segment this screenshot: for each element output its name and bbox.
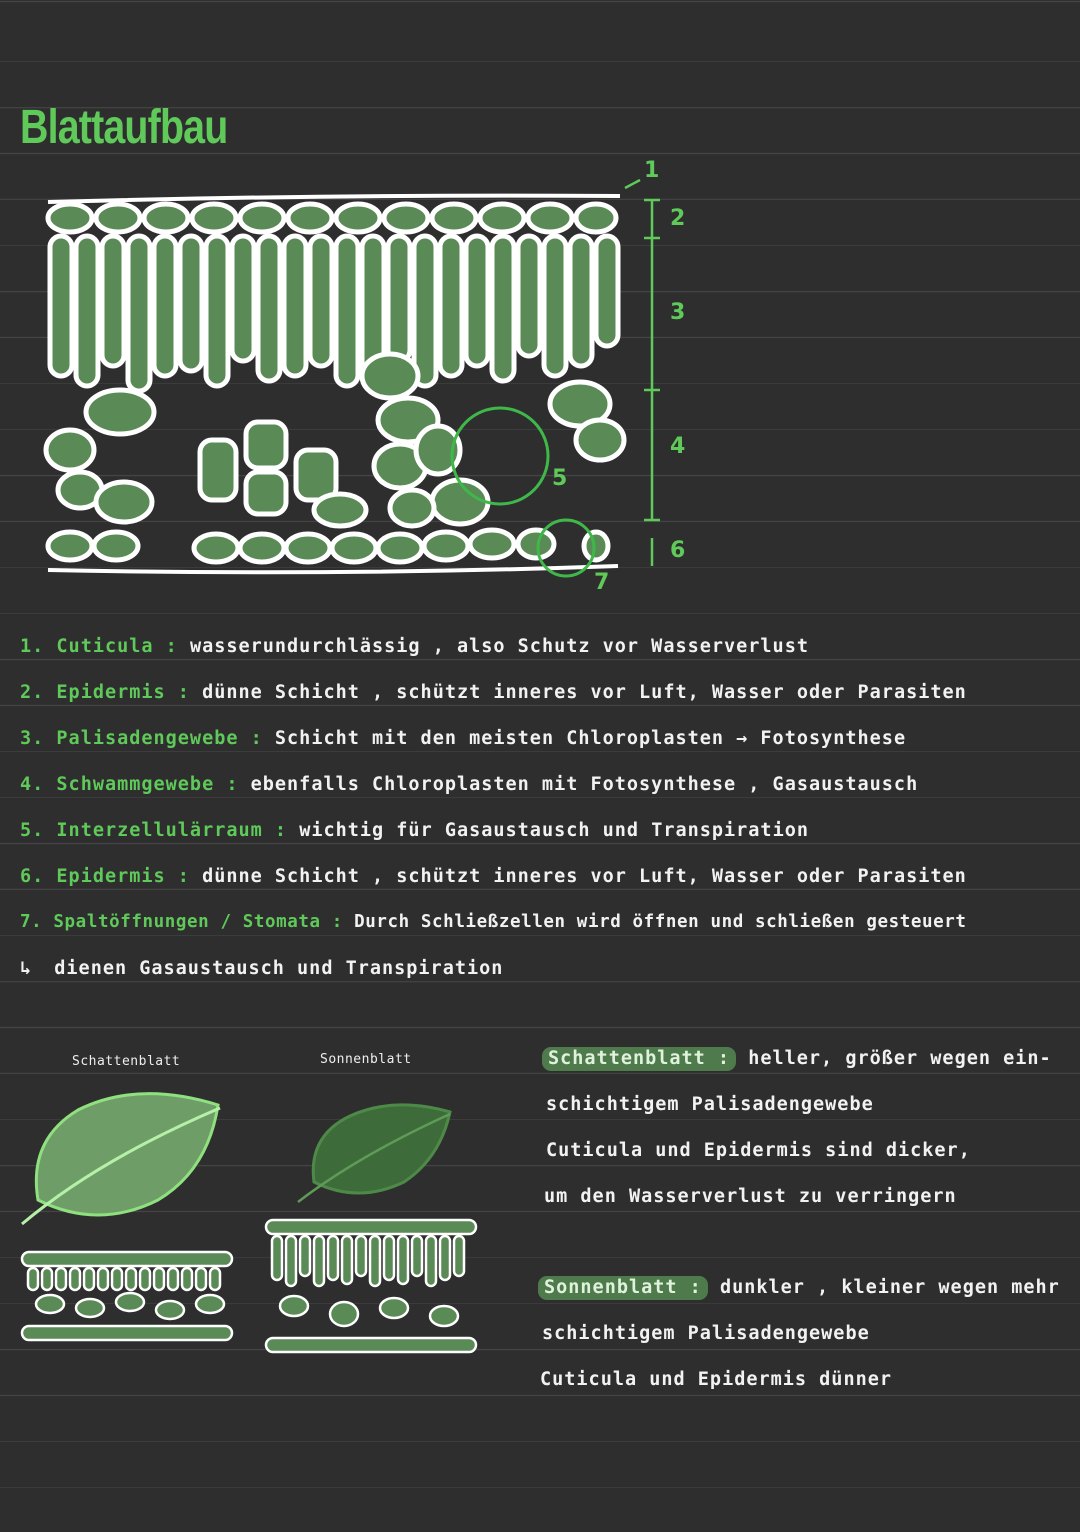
return-arrow-icon: ↳	[20, 958, 33, 979]
diagram-label-5: 5	[552, 466, 568, 491]
definition-term: 4. Schwammgewebe :	[20, 774, 239, 795]
definition-continuation	[20, 958, 503, 979]
shade-note-line-4: um den Wasserverlust zu verringern	[544, 1186, 957, 1207]
sun-note-line-3: Cuticula und Epidermis dünner	[540, 1369, 893, 1390]
definition-term: 7. Spaltöffnungen / Stomata :	[20, 912, 343, 932]
shade-note-text: heller, größer wegen ein-	[748, 1048, 1052, 1069]
definition-stomata	[20, 912, 967, 932]
leaf-cross-section-drawing	[40, 150, 700, 610]
diagram-label-7: 7	[594, 570, 610, 595]
shade-note-line-1	[542, 1048, 1052, 1069]
sun-note-text: dunkler , kleiner wegen mehr	[719, 1277, 1060, 1298]
definition-text: dünne Schicht , schützt inneres vor Luft, Wasser oder Parasiten	[202, 682, 967, 703]
shade-leaf-icon	[18, 1080, 238, 1230]
shade-note-line-2: schichtigem Palisadengewebe	[546, 1094, 874, 1115]
definition-cuticula	[20, 636, 809, 657]
definition-epidermis-upper	[20, 682, 967, 703]
diagram-label-6: 6	[670, 538, 686, 563]
definition-term: 6. Epidermis :	[20, 866, 190, 887]
definition-text: ebenfalls Chloroplasten mit Fotosynthese , Gasaustausch	[250, 774, 919, 795]
definition-text: wasserundurchlässig , also Schutz vor Wasserverlust	[189, 636, 809, 657]
definition-text: wichtig für Gasaustausch und Transpiration	[299, 820, 809, 841]
definition-term: 1. Cuticula :	[20, 636, 178, 657]
sun-leaf-cross-section	[264, 1218, 478, 1362]
definition-epidermis-lower	[20, 866, 967, 887]
shade-note-term: Schattenblatt :	[542, 1047, 736, 1071]
definition-intercellular	[20, 820, 809, 841]
shade-leaf-label: Schattenblatt	[72, 1054, 181, 1069]
definition-palisade	[20, 728, 906, 749]
shade-leaf-cross-section	[20, 1250, 234, 1346]
definition-term: 3. Palisadengewebe :	[20, 728, 263, 749]
definition-text: Durch Schließzellen wird öffnen und schließen gesteuert	[354, 912, 967, 932]
definition-text: Schicht mit den meisten Chloroplasten → Fotosynthese	[274, 728, 907, 749]
sun-note-line-1	[538, 1277, 1060, 1298]
definition-term: 2. Epidermis :	[20, 682, 190, 703]
definition-text: dünne Schicht , schützt inneres vor Luft, Wasser oder Parasiten	[202, 866, 967, 887]
definition-spongy	[20, 774, 918, 795]
diagram-label-3: 3	[670, 300, 686, 325]
diagram-label-4: 4	[670, 434, 686, 459]
sun-leaf-label: Sonnenblatt	[320, 1052, 412, 1067]
diagram-label-2: 2	[670, 206, 686, 231]
shade-note-line-3: Cuticula und Epidermis sind dicker,	[546, 1140, 971, 1161]
sun-note-term: Sonnenblatt :	[538, 1276, 708, 1300]
diagram-label-1: 1	[644, 158, 660, 183]
leaf-cross-section-diagram	[40, 150, 700, 610]
definition-term: 5. Interzellulärraum :	[20, 820, 288, 841]
definition-text: dienen Gasaustausch und Transpiration	[54, 958, 504, 979]
page-title: Blattaufbau	[20, 101, 228, 154]
sun-note-line-2: schichtigem Palisadengewebe	[542, 1323, 870, 1344]
sun-leaf-icon	[294, 1096, 454, 1206]
